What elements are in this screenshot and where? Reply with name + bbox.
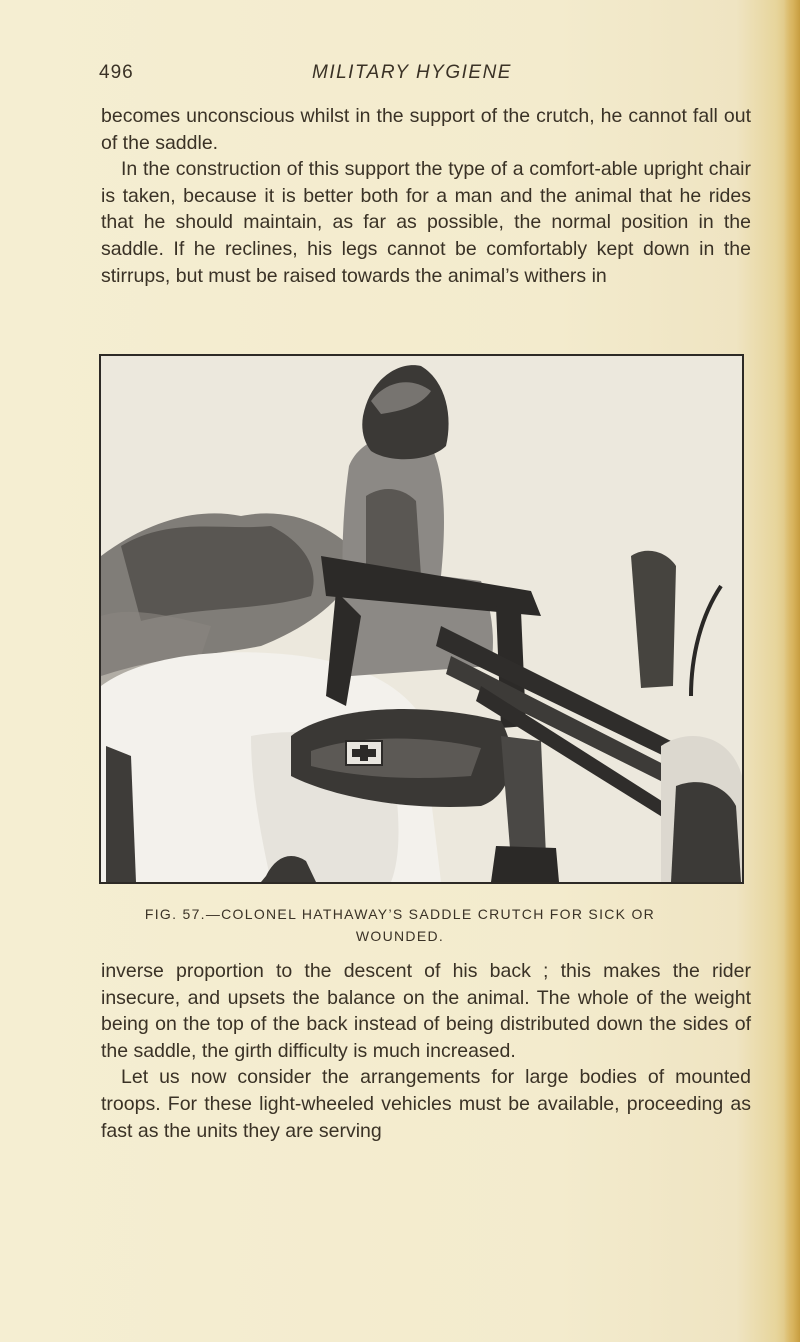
paragraph-inverse: inverse proportion to the descent of his back ; this makes the rider insecure, and upsets the balance on the animal. The whole of the weight being on the top of the back instead of being distributed down the sides of the saddle, the girth difficulty is much increased. <box>101 960 751 1062</box>
body-text-top <box>101 103 751 289</box>
caption-line-1: FIG. 57.—COLONEL HATHAWAY’S SADDLE CRUTCH FOR SICK OR <box>144 906 656 922</box>
paragraph-construction: In the construction of this support the type of a comfort-able upright chair is taken, because it is better both for a man and the animal that he rides that he should maintain, as far as possible, the normal position in the saddle. If he reclines, his legs cannot be comfortably kept down in the stirrups, but must be raised towards the animal’s withers in <box>101 158 751 287</box>
paragraph-continued: becomes unconscious whilst in the support of the crutch, he cannot fall out of the saddle. <box>101 105 751 154</box>
page-header <box>0 58 800 92</box>
page-number: 496 <box>99 62 134 83</box>
running-head: MILITARY HYGIENE <box>312 62 512 83</box>
saddle-crutch-photo <box>101 356 742 882</box>
figure-photograph <box>99 354 744 884</box>
figure-caption <box>0 903 800 947</box>
body-text-bottom <box>101 958 751 1144</box>
paragraph-mounted-troops: Let us now consider the arrangements for large bodies of mounted troops. For these light-wheeled vehicles must be available, proceeding as fast as the units they are serving <box>101 1066 751 1142</box>
caption-line-2: WOUNDED. <box>355 928 445 944</box>
page-edge-shading <box>784 0 800 1342</box>
